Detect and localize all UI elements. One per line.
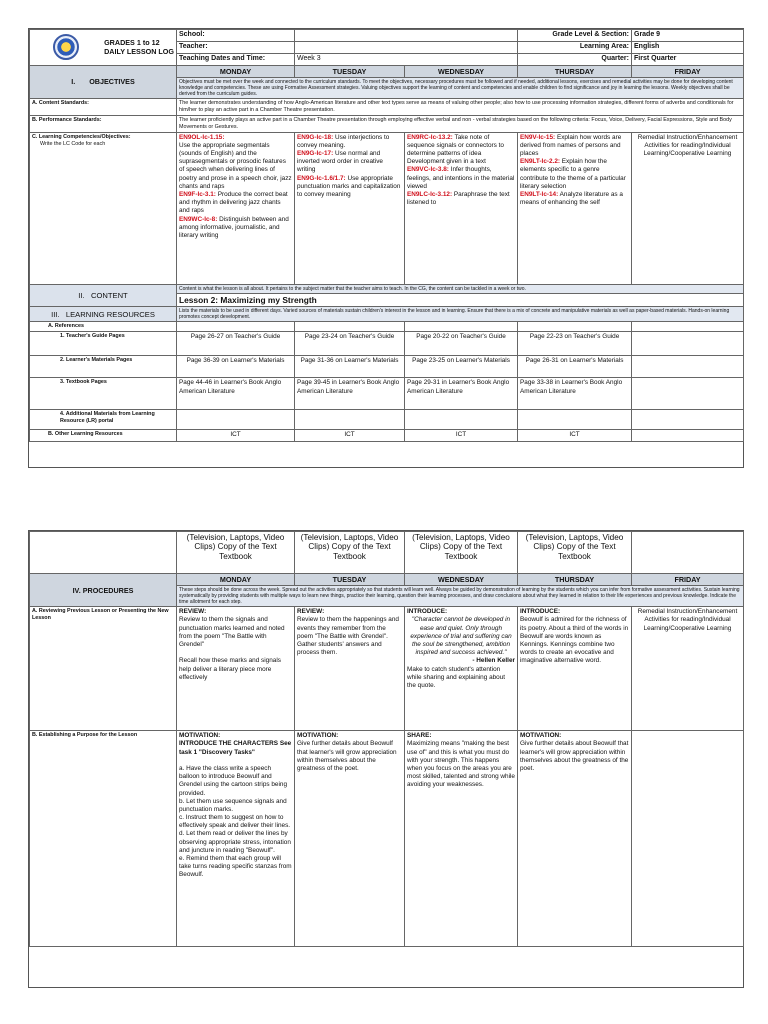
resources-note: Lists the materials to be used in different days. Varied sources of materials sustain children's interest in the lesson and in learning. Ensure that there is a mix of concrete and manipulative materials as well as paper-based materials. Hands-on learning promotes concept development. <box>177 307 744 322</box>
competencies-friday: Remedial Instruction/Enhancement Activities for reading/Individual Learning/Cooperative Learning <box>632 132 744 284</box>
textbook-pages-label: 3. Textbook Pages <box>30 378 177 410</box>
media-wednesday: (Television, Laptops, Video Clips) Copy of the Text Textbook <box>405 532 518 574</box>
step-text: Recall how these marks and signals help deliver a literary piece more effectively <box>179 657 281 681</box>
step-heading: INTRODUCE: <box>407 608 448 616</box>
step-heading: REVIEW: <box>297 608 325 616</box>
dates-label: Teaching Dates and Time: <box>177 53 295 65</box>
content-note: Content is what the lesson is all about. It pertains to the subject matter that the teacher aims to teach. In the CG, the content can be tackled in a week or two. <box>177 284 744 293</box>
content-standards-text: The learner demonstrates understanding of how Anglo-American literature and other text types serve as means of valuing other people; also how to use processing information strategies, different forms of adverbs and conditionals for him/her to play an active part in a Chamber Theatre presentation. <box>177 99 744 116</box>
day-friday: FRIDAY <box>632 65 744 77</box>
teacher-label: Teacher: <box>177 41 295 53</box>
header-table <box>29 29 744 442</box>
lc-code: EN9V-Ic-15: <box>520 133 556 141</box>
lc-text: Explain how the elements specific to a genre contribute to the theme of a particular literary selection <box>520 158 626 190</box>
step-text: Make to catch student's attention while sharing and explaining about the quote. <box>407 665 506 689</box>
purpose-tuesday <box>295 731 405 947</box>
lc-code: EN9RC-Ic-13.2: <box>407 133 453 141</box>
area-label: Learning Area: <box>518 41 632 53</box>
step-subheading: INTRODUCE THE CHARACTERS See task 1 "Discovery Tasks" <box>179 740 292 756</box>
day-thursday: THURSDAY <box>518 574 632 586</box>
step-text: Beowulf is admired for the richness of its poetry. About a third of the words in Beowulf are words known as Kennings. Kennings combine two words to create an evocative and imaginative alternative word. <box>520 616 629 665</box>
step-text: Give further details about Beowulf that learner's will grow appreciation within themselves about the greatness of the poet. <box>520 740 629 772</box>
lm-pages-tuesday: Page 31-36 on Learner's Materials <box>295 356 405 378</box>
procedures-note: These steps should be done across the week. Spread out the activities appropriately so that students will learn well. Always be guided by demonstration of learning by the students which you can infer from formative assessment activities. Sustain learning systematically by providing students with multiple ways to learn new things, practice their learning, question their learning processes, and draw conclusions about what they learned in relation to their life experiences and previous knowledge. Indicate the time allotment for each step. <box>177 586 744 607</box>
tg-pages-label: 1. Teacher's Guide Pages <box>30 332 177 356</box>
reviewing-label: A. Reviewing Previous Lesson or Presenting the New Lesson <box>30 607 177 731</box>
content-standards-label: A. Content Standards: <box>30 99 177 116</box>
lc-text: Analyze literature as a means of enhancing the self <box>520 191 623 207</box>
procedures-num: IV. <box>72 585 81 595</box>
deped-seal-icon <box>53 34 79 60</box>
references-label: A. References <box>30 322 177 332</box>
step-heading: MOTIVATION: <box>520 732 562 740</box>
lm-pages-monday: Page 36-39 on Learner's Materials <box>177 356 295 378</box>
purpose-monday <box>177 731 295 947</box>
reviewing-tuesday <box>295 607 405 731</box>
lc-code: EN9G-Ic-18: <box>297 133 334 141</box>
lc-text: Take note of sequence signals or connectors to determine patterns of idea Development given in a text <box>407 133 504 166</box>
textbook-pages-wednesday: Page 29-31 in Learner's Book Anglo American Literature <box>405 378 518 410</box>
lc-code: EN9G-Ic-17: <box>297 150 334 158</box>
lc-text: Use the appropriate segmentals (sounds of English) and the suprasegmentals or prosodic features of speech when delivering lines of poetry and prose in a speech choir, jazz chants and raps <box>179 141 292 190</box>
lc-code: EN9LC-Ic-3.12: <box>407 191 453 199</box>
step-text: c. Instruct them to suggest on how to effectively speak and deliver their lines. <box>179 814 291 830</box>
tg-pages-friday <box>632 332 744 356</box>
day-monday: MONDAY <box>177 65 295 77</box>
other-resources-friday <box>632 430 744 441</box>
tg-pages-wednesday: Page 20-22 on Teacher's Guide <box>405 332 518 356</box>
quote-text: "Character cannot be developed in ease and quiet. Only through experience of trial and suffering can the soul be strengthened, ambition inspired and success achieved." <box>410 616 512 657</box>
lc-code: EN9F-Ic-3.1: <box>179 191 216 199</box>
lc-text: Use normal and inverted word order in creative writing <box>297 150 383 174</box>
lc-code: EN9LT-Ic-14: <box>520 191 559 199</box>
day-wednesday: WEDNESDAY <box>405 574 518 586</box>
textbook-pages-thursday: Page 33-38 in Learner's Book Anglo American Literature <box>518 378 632 410</box>
step-text: e. Remind them that each group will take turns reading specific stanzas from Beowulf. <box>179 855 292 879</box>
content-heading <box>30 284 177 307</box>
lc-code: EN9LT-Ic-2.2: <box>520 158 561 166</box>
reviewing-friday: Remedial Instruction/Enhancement Activities for reading/Individual Learning/Cooperative Learning <box>632 607 744 731</box>
quarter-label: Quarter: <box>518 53 632 65</box>
media-monday: (Television, Laptops, Video Clips) Copy of the Text Textbook <box>177 532 295 574</box>
media-thursday: (Television, Laptops, Video Clips) Copy of the Text Textbook <box>518 532 632 574</box>
day-wednesday: WEDNESDAY <box>405 65 518 77</box>
quarter-value: First Quarter <box>632 53 744 65</box>
competencies-label-cell <box>30 132 177 284</box>
lc-code: EN9OL-Ic-1.15: <box>179 133 225 141</box>
lc-text: Infer thoughts, feelings, and intentions in the material viewed <box>407 166 515 190</box>
grade-value: Grade 9 <box>632 30 744 42</box>
competencies-monday <box>177 132 295 284</box>
objectives-name: OBJECTIVES <box>89 77 135 87</box>
tg-pages-thursday: Page 22-23 on Teacher's Guide <box>518 332 632 356</box>
performance-standards-label: B. Performance Standards: <box>30 115 177 132</box>
other-resources-thursday: ICT <box>518 430 632 441</box>
content-num: II. <box>78 290 85 300</box>
day-tuesday: TUESDAY <box>295 574 405 586</box>
other-resources-wednesday: ICT <box>405 430 518 441</box>
school-value <box>295 30 518 42</box>
step-heading: MOTIVATION: <box>297 732 339 740</box>
other-resources-tuesday: ICT <box>295 430 405 441</box>
school-label: School: <box>177 30 295 42</box>
competencies-label: C. Learning Competencies/Objectives: <box>32 133 131 140</box>
teacher-value <box>295 41 518 53</box>
step-text: a. Have the class write a speech balloon to introduce Beowulf and Grendel using the cartoon strips being provided. <box>179 764 287 797</box>
other-resources-label: B. Other Learning Resources <box>30 430 177 441</box>
lm-pages-thursday: Page 26-31 on Learner's Materials <box>518 356 632 378</box>
procedures-heading <box>30 574 177 607</box>
resources-num: III. <box>51 309 60 319</box>
step-text: Review to them the signals and punctuation marks learned and noted from the poem "The Battle with Grendel" <box>179 616 285 648</box>
lc-text: Use appropriate punctuation marks and capitalization to convey meaning <box>297 174 401 199</box>
competencies-wednesday <box>405 132 518 284</box>
competencies-thursday <box>518 132 632 284</box>
lc-text: Explain how words are derived from names of persons and places <box>520 133 622 158</box>
quote-author: - Hellen Keller <box>472 657 515 665</box>
competencies-tuesday <box>295 132 405 284</box>
area-value: English <box>632 41 744 53</box>
objectives-num: I. <box>71 77 76 87</box>
page-two <box>28 530 744 988</box>
lc-code: EN9WC-Ic-8: <box>179 215 218 223</box>
purpose-wednesday <box>405 731 518 947</box>
step-text: Maximizing means "making the best use of" and this is what you must do with your strength. This happens when you focus on the areas you are most skilled, talented and strong while avoiding your weaknesses. <box>407 740 515 789</box>
day-tuesday: TUESDAY <box>295 65 405 77</box>
lm-pages-friday <box>632 356 744 378</box>
lc-text: Produce the correct beat and rhythm in delivering jazz chants and raps <box>179 191 288 215</box>
lm-pages-label: 2. Learner's Materials Pages <box>30 356 177 378</box>
performance-standards-text: The learner proficiently plays an active part in a Chamber Theatre presentation through employing effective verbal and non - verbal strategies based on the following criteria: Focus, Voice, Delivery, Facial Expressions, Style and Body Movements or Gestures. <box>177 115 744 132</box>
lesson-title: Lesson 2: Maximizing my Strength <box>177 293 744 307</box>
lm-pages-wednesday: Page 23-25 on Learner's Materials <box>405 356 518 378</box>
dates-value: Week 3 <box>295 53 518 65</box>
purpose-friday <box>632 731 744 947</box>
tg-pages-monday: Page 26-27 on Teacher's Guide <box>177 332 295 356</box>
lc-text: Paraphrase the text listened to <box>407 191 510 207</box>
header-logo-cell <box>30 30 177 66</box>
step-text: Give further details about Beowulf that learner's will grow appreciation within themselves about the greatness of the poet. <box>297 740 397 772</box>
lc-text: Distinguish between and among informative, journalistic, and literary writing <box>179 215 289 239</box>
lr-portal-label: 4. Additional Materials from Learning Resource (LR) portal <box>30 410 177 430</box>
step-text: Review to them the happenings and events they remember from the poem "The Battle with Grendel". Gather students' answers and process them. <box>297 616 399 657</box>
step-heading: MOTIVATION: <box>179 732 221 740</box>
textbook-pages-friday <box>632 378 744 410</box>
step-heading: INTRODUCE: <box>520 608 561 616</box>
step-heading: REVIEW: <box>179 608 207 616</box>
purpose-thursday <box>518 731 632 947</box>
reviewing-thursday <box>518 607 632 731</box>
step-text: d. Let them read or deliver the lines by observing appropriate stress, intonation and juncture in reading "Beowulf". <box>179 830 291 854</box>
lc-text: Use interjections to convey meaning. <box>297 133 390 149</box>
title-line2: DAILY LESSON LOG <box>104 47 174 57</box>
day-friday: FRIDAY <box>632 574 744 586</box>
step-text: b. Let them use sequence signals and punctuation marks. <box>179 797 287 813</box>
textbook-pages-tuesday: Page 39-45 in Learner's Book Anglo American Literature <box>295 378 405 410</box>
competencies-sub: Write the LC Code for each <box>40 140 106 147</box>
procedures-table <box>29 531 744 947</box>
media-tuesday: (Television, Laptops, Video Clips) Copy of the Text Textbook <box>295 532 405 574</box>
page-one <box>28 28 744 468</box>
resources-heading <box>30 307 177 322</box>
step-heading: SHARE: <box>407 732 432 740</box>
day-thursday: THURSDAY <box>518 65 632 77</box>
objectives-heading <box>30 65 177 98</box>
purpose-label: B. Establishing a Purpose for the Lesson <box>30 731 177 947</box>
grade-label: Grade Level & Section: <box>518 30 632 42</box>
other-resources-monday: ICT <box>177 430 295 441</box>
day-monday: MONDAY <box>177 574 295 586</box>
textbook-pages-monday: Page 44-46 in Learner's Book Anglo American Literature <box>177 378 295 410</box>
tg-pages-tuesday: Page 23-24 on Teacher's Guide <box>295 332 405 356</box>
media-friday <box>632 532 744 574</box>
reviewing-wednesday <box>405 607 518 731</box>
objectives-note: Objectives must be met over the week and connected to the curriculum standards. To meet the objectives, necessary procedures must be followed and if needed, additional lessons, exercises and remedial activities may be done for developing content knowledge and competencies. These are using Formative Assessment strategies. Valuing objectives support the learning of content and competencies and enable children to find significance and joy in learning the lessons. Weekly objectives shall be derived from the curriculum guides. <box>177 78 744 99</box>
procedures-name: PROCEDURES <box>82 585 134 595</box>
lc-code: EN9VC-Ic-3.8: <box>407 166 449 174</box>
content-name: CONTENT <box>90 290 128 300</box>
lc-code: EN9G-Ic-1.6/1.7: <box>297 174 346 182</box>
resources-name: LEARNING RESOURCES <box>65 309 155 319</box>
title-line1: GRADES 1 to 12 <box>104 38 160 48</box>
reviewing-monday <box>177 607 295 731</box>
